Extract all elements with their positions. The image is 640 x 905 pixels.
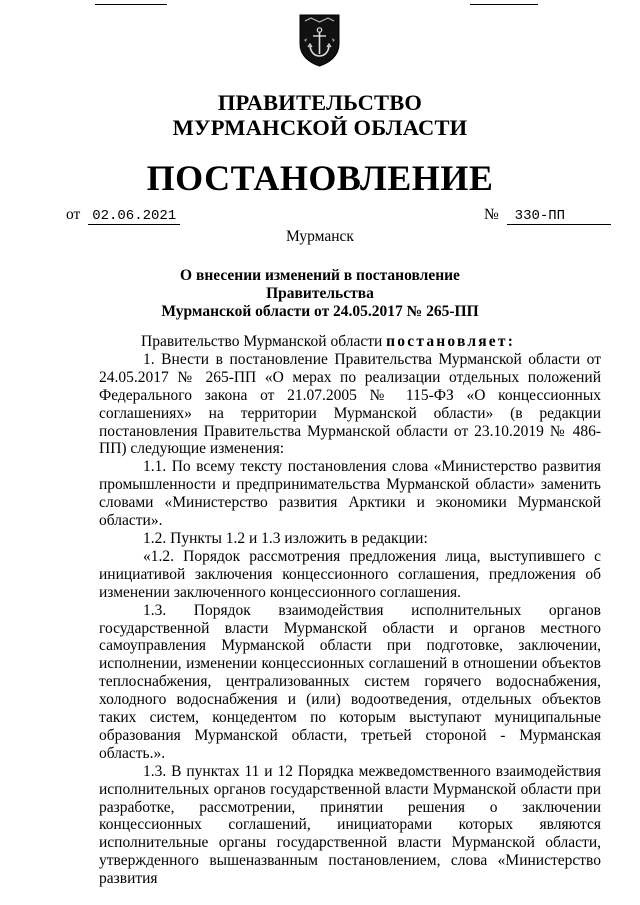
subject-line2: Мурманской области от 24.05.2017 № 265-ПП	[161, 303, 479, 320]
body-paragraph-1: 1. Внести в постановление Правительства Мурманской области от 24.05.2017 № 265-ПП «О мерах по реализации отдельных положений Федерального закона от 21.07.2005 № 115-ФЗ «О концессионных соглашениях» на территории Мурманской области» (в редакции постановления Правительства Мурманской области от 23.10.2019 № 486-ПП) следующие изменения:	[99, 350, 601, 458]
date-row	[66, 206, 180, 225]
document-body	[99, 333, 601, 888]
scan-mark-right	[470, 4, 538, 5]
date-value: 02.06.2021	[88, 208, 180, 225]
number-label: №	[484, 206, 499, 223]
coat-of-arms-emblem	[299, 14, 340, 67]
scan-mark-left	[95, 4, 167, 5]
preamble-lead: Правительство Мурманской области	[141, 333, 387, 350]
body-paragraph-quote-1-3: 1.3. Порядок взаимодействия исполнительных органов государственной власти Мурманской области и органов местного самоуправления Мурманской области при подготовке, заключении, исполнении, изменении концессионных соглашений в отношении объектов теплоснабжения, централизованных систем горячего водоснабжения, холодного водоснабжения и (или) водоотведения, отдельных объектов таких систем, концедентом по которым выступают муниципальные образования Мурманской области, третьей стороной - Мурманская область.».	[99, 601, 601, 762]
subject-line1: О внесении изменений в постановление Правительства	[180, 267, 460, 302]
date-label: от	[66, 206, 81, 223]
document-type-title: ПОСТАНОВЛЕНИЕ	[146, 158, 494, 198]
body-paragraph-1-1: 1.1. По всему тексту постановления слова «Министерство развития промышленности и предпринимательства Мурманской области» заменить словами «Министерство развития Арктики и экономики Мурманской области».	[99, 458, 601, 530]
body-paragraph-1-3: 1.3. В пунктах 11 и 12 Порядка межведомственного взаимодействия исполнительных органов государственной власти Мурманской области при разработке, рассмотрении, принятии решения о заключении концессионных соглашений, инициаторами которых являются исполнительные органы государственной власти Мурманской области, утвержденного вышеназванным постановлением, слова «Министерство развития	[99, 762, 601, 888]
document-subject	[150, 267, 490, 321]
number-value: 330-ПП	[507, 208, 611, 225]
body-paragraph-1-2: 1.2. Пункты 1.2 и 1.3 изложить в редакции:	[143, 529, 428, 547]
city-name: Мурманск	[286, 228, 354, 245]
body-paragraph-quote-1-2: «1.2. Порядок рассмотрения предложения лица, выступившего с инициативой заключения концессионного соглашения, предложения об изменении заключенного концессионного соглашения.	[99, 547, 601, 601]
preamble-resolves: постановляет:	[386, 333, 516, 350]
body-paragraph-preamble	[99, 333, 601, 351]
number-row	[484, 206, 611, 225]
org-name-line1: ПРАВИТЕЛЬСТВО	[217, 90, 423, 115]
org-name-line2: МУРМАНСКОЙ ОБЛАСТИ	[172, 115, 468, 140]
